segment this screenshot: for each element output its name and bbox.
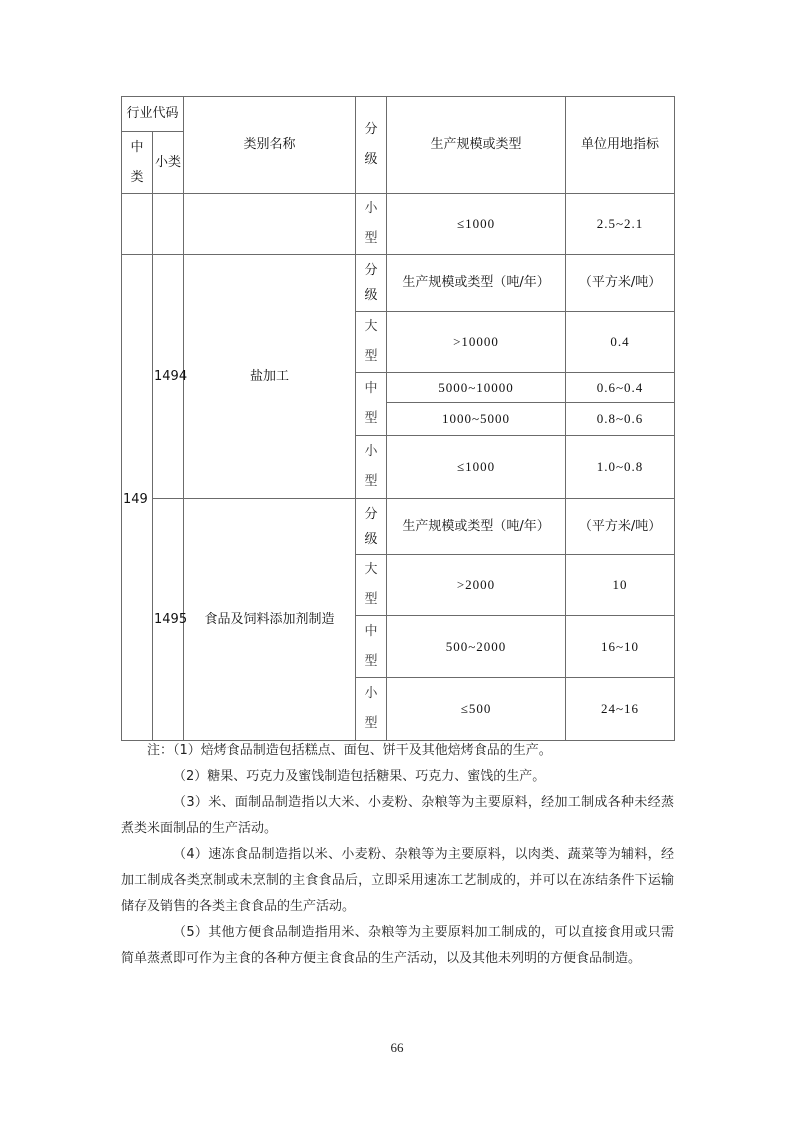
note-number: （2） xyxy=(173,769,208,784)
grade-text: 中型 xyxy=(364,381,378,426)
index-cell: 10 xyxy=(566,555,675,616)
note-number: （5） xyxy=(173,925,209,940)
grade-text: 小型 xyxy=(364,686,378,731)
index-cell: 1.0~0.8 xyxy=(566,436,675,499)
carryover-index: 2.5~2.1 xyxy=(566,194,675,255)
scale-cell: ≤500 xyxy=(387,678,566,741)
group-1494-subheader-index: （平方米/吨） xyxy=(566,255,675,312)
header-scale: 生产规模或类型 xyxy=(387,97,566,194)
note-item-3 xyxy=(121,790,674,842)
mid-class-code: 149 xyxy=(122,255,153,741)
index-cell: 0.8~0.6 xyxy=(566,403,675,436)
carryover-scale: ≤1000 xyxy=(387,194,566,255)
notes-label: 注： xyxy=(147,743,174,758)
grade-cell xyxy=(356,373,387,436)
scale-cell: >2000 xyxy=(387,555,566,616)
grade-cell xyxy=(356,616,387,678)
carryover-sub-class xyxy=(153,194,184,255)
scale-cell: 5000~10000 xyxy=(387,373,566,403)
carryover-mid-class xyxy=(122,194,153,255)
note-text: 糖果、巧克力及蜜饯制造包括糖果、巧克力、蜜饯的生产。 xyxy=(207,769,546,784)
header-row-1 xyxy=(122,97,675,132)
grade-cell xyxy=(356,436,387,499)
group-1495-subheader-row xyxy=(122,499,675,555)
header-grade xyxy=(356,97,387,194)
notes-section xyxy=(121,738,674,972)
note-number: （4） xyxy=(173,847,209,862)
header-sub-class: 小类 xyxy=(153,132,184,194)
note-text: 速冻食品制造指以米、小麦粉、杂粮等为主要原料，以肉类、蔬菜等为辅料，经加工制成各类烹制或未烹制的主食食品后，立即采用速冻工艺制成的，并可以在冻结条件下运输储存及销售的各类主食食品的生产活动。 xyxy=(121,847,674,914)
note-text: 其他方便食品制造指用米、杂粮等为主要原料加工制成的，可以直接食用或只需简单蒸煮即可作为主食的各种方便主食食品的生产活动，以及其他未列明的方便食品制造。 xyxy=(121,925,674,966)
note-item-5 xyxy=(121,920,674,972)
grade-text: 中型 xyxy=(364,623,378,669)
group-1494-subheader-grade-text: 分级 xyxy=(364,263,378,303)
index-cell: 0.4 xyxy=(566,312,675,373)
note-item-4 xyxy=(121,842,674,920)
header-mid-class xyxy=(122,132,153,194)
group-1495-code: 1495 xyxy=(153,499,184,741)
scale-cell: 1000~5000 xyxy=(387,403,566,436)
group-1494-subheader-row xyxy=(122,255,675,312)
note-item-1 xyxy=(121,738,674,764)
carryover-category xyxy=(184,194,356,255)
group-1495-subheader-grade-text: 分级 xyxy=(364,506,378,547)
header-industry-code: 行业代码 xyxy=(122,97,184,132)
group-1495-name: 食品及饲料添加剂制造 xyxy=(184,499,356,741)
grade-text: 小型 xyxy=(364,444,378,489)
header-grade-text: 分级 xyxy=(364,122,378,167)
grade-cell xyxy=(356,555,387,616)
note-text: 米、面制品制造指以大米、小麦粉、杂粮等为主要原料，经加工制成各种未经蒸煮类米面制品的生产活动。 xyxy=(121,795,674,836)
header-mid-class-text: 中类 xyxy=(130,139,144,185)
grade-text: 大型 xyxy=(364,562,378,607)
header-land-index: 单位用地指标 xyxy=(566,97,675,194)
note-number: （1） xyxy=(173,743,201,758)
carryover-grade-text: 小型 xyxy=(364,201,378,246)
group-1494-name: 盐加工 xyxy=(184,255,356,499)
page-number: 66 xyxy=(390,1040,404,1055)
group-1494-code: 1494 xyxy=(153,255,184,499)
group-1494-subheader-scale: 生产规模或类型（吨/年） xyxy=(387,255,566,312)
grade-cell xyxy=(356,678,387,741)
scale-cell: 500~2000 xyxy=(387,616,566,678)
note-number: （3） xyxy=(173,795,209,810)
scale-cell: ≤1000 xyxy=(387,436,566,499)
note-text: 焙烤食品制造包括糕点、面包、饼干及其他焙烤食品的生产。 xyxy=(200,743,552,758)
carryover-row xyxy=(122,194,675,255)
group-1495-subheader-grade xyxy=(356,499,387,555)
index-cell: 16~10 xyxy=(566,616,675,678)
index-cell: 0.6~0.4 xyxy=(566,373,675,403)
grade-cell xyxy=(356,312,387,373)
scale-cell: >10000 xyxy=(387,312,566,373)
group-1495-subheader-scale: 生产规模或类型（吨/年） xyxy=(387,499,566,555)
grade-text: 大型 xyxy=(364,319,378,364)
land-use-index-table xyxy=(121,96,675,741)
group-1494-subheader-grade xyxy=(356,255,387,312)
note-item-2 xyxy=(121,764,674,790)
group-1495-subheader-index: （平方米/吨） xyxy=(566,499,675,555)
carryover-grade xyxy=(356,194,387,255)
index-cell: 24~16 xyxy=(566,678,675,741)
header-category-name: 类别名称 xyxy=(184,97,356,194)
